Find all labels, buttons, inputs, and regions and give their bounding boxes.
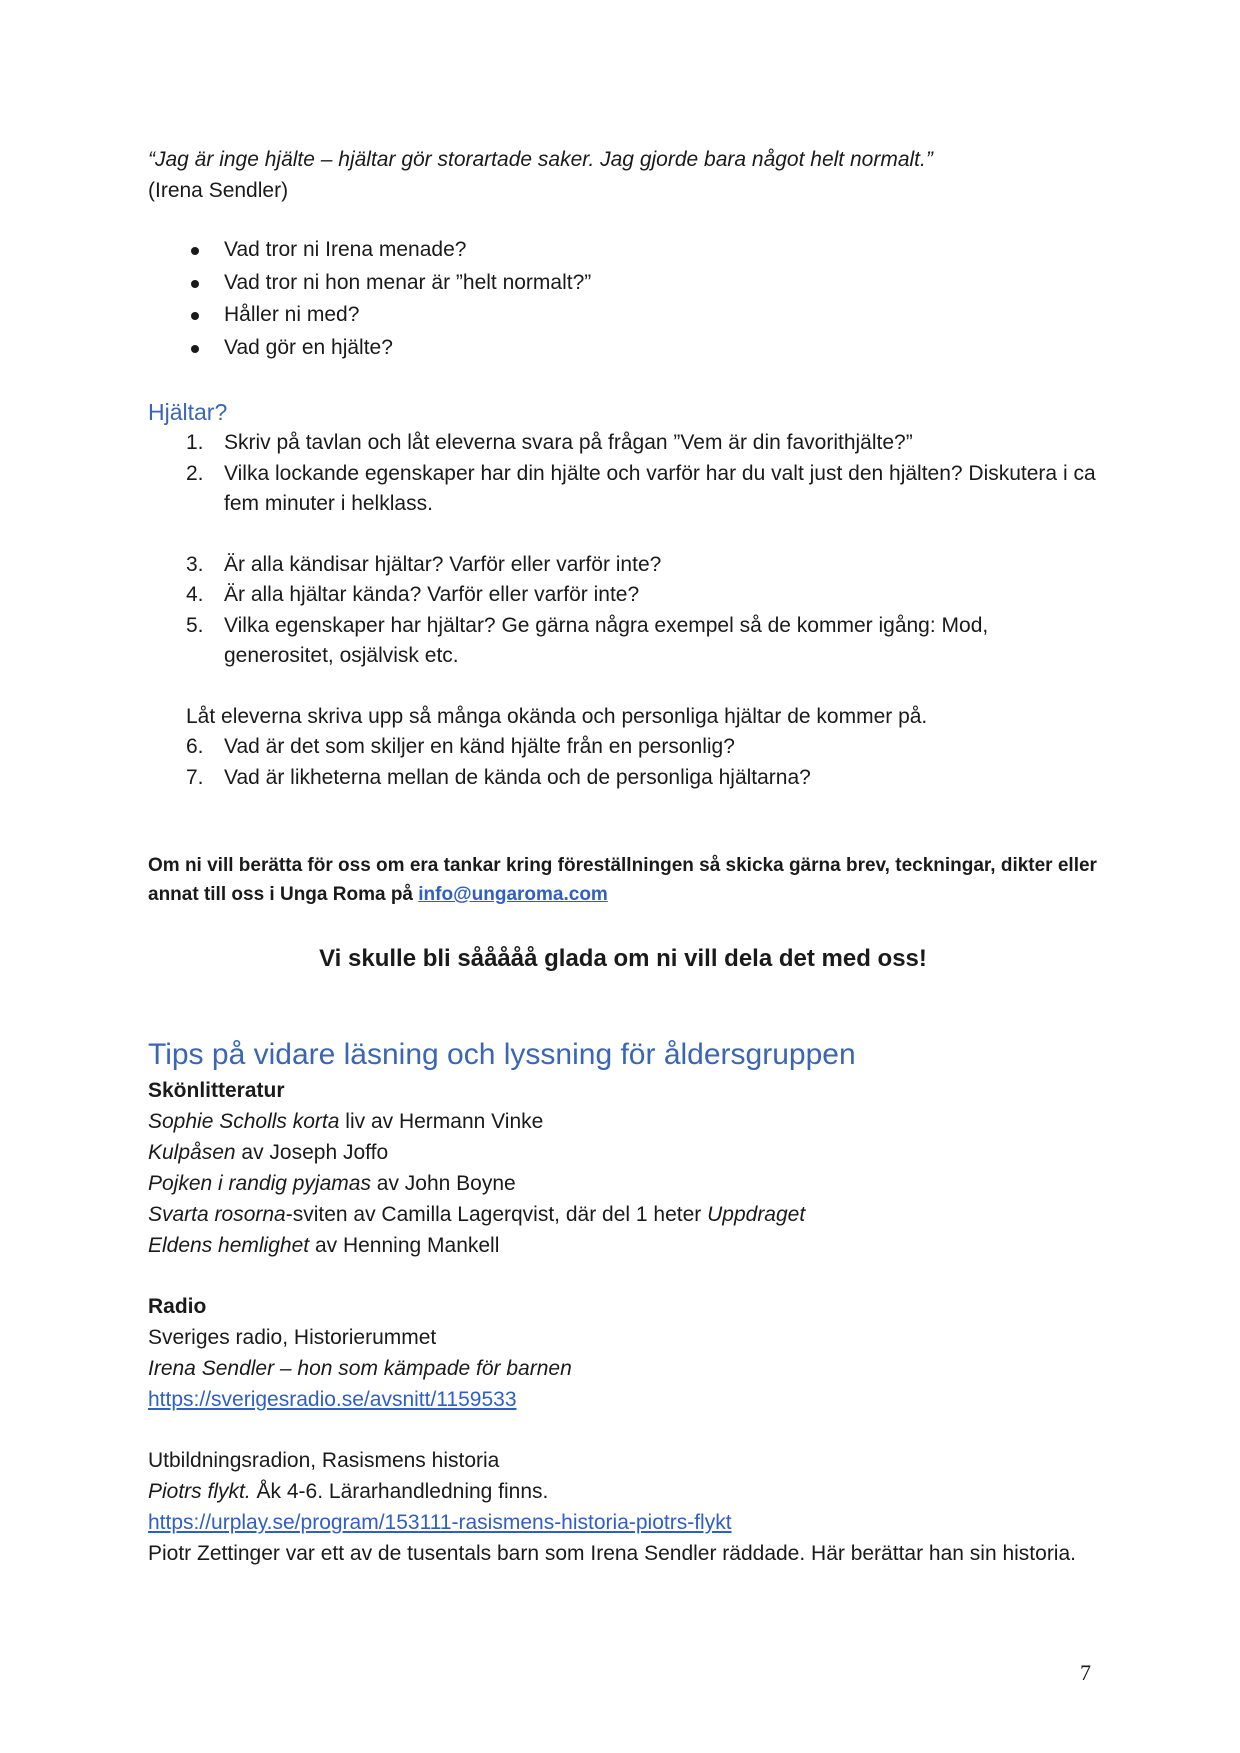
book-item — [148, 1168, 1098, 1199]
radio-title — [148, 1353, 1098, 1384]
book-title: Eldens hemlighet — [148, 1234, 310, 1257]
list-number: 1. — [186, 431, 204, 454]
list-item — [148, 428, 1098, 459]
fiction-label: Skönlitteratur — [148, 1079, 285, 1102]
list-number: 4. — [186, 583, 204, 606]
book-title: Pojken i randig pyjamas — [148, 1172, 371, 1195]
book-author: -sviten av Camilla Lagerqvist, där del 1 heter — [285, 1203, 708, 1226]
book-title-2: Uppdraget — [707, 1203, 806, 1226]
list-item — [148, 611, 1098, 672]
contact-note-text: Om ni vill berätta för oss om era tankar kring föreställningen så skicka gärna brev, teckningar, dikter eller annat till oss i Unga Roma på — [148, 855, 1097, 905]
radio-title-text: Piotrs flykt. — [148, 1480, 251, 1503]
numbered-list-2 — [148, 550, 1098, 672]
radio-link-row — [148, 1384, 1098, 1415]
list-item: Vad gör en hjälte? — [148, 332, 1098, 365]
page-number: 7 — [1080, 1660, 1091, 1685]
document-page — [148, 144, 1098, 1569]
list-item: Vad tror ni hon menar är ”helt normalt?” — [148, 267, 1098, 300]
list-item — [148, 732, 1098, 763]
list-number: 3. — [186, 552, 204, 576]
radio-title — [148, 1476, 1098, 1507]
section-heading-heroes: Hjältar? — [148, 399, 228, 425]
radio-title-rest: Åk 4-6. Lärarhandledning finns. — [250, 1480, 549, 1503]
list-item: Håller ni med? — [148, 299, 1098, 332]
book-item — [148, 1199, 1098, 1230]
list-number: 7. — [186, 765, 204, 789]
list-item — [148, 550, 1098, 581]
contact-note — [148, 851, 1098, 909]
book-title: Svarta rosorna — [148, 1203, 286, 1226]
book-item — [148, 1230, 1098, 1261]
tips-heading: Tips på vidare läsning och lyssning för åldersgruppen — [148, 1038, 856, 1071]
list-item — [148, 459, 1098, 520]
quote-text: “Jag är inge hjälte – hjältar gör storartade saker. Jag gjorde bara något helt normalt.” — [148, 148, 933, 171]
list-number: 2. — [186, 461, 204, 485]
numbered-list-1 — [148, 428, 1098, 520]
list-text: Vilka lockande egenskaper har din hjälte och varför har du valt just den hjälten? Diskutera i ca fem minuter i helklass. — [224, 461, 1096, 515]
list-number: 5. — [186, 613, 204, 637]
urplay-link[interactable]: https://urplay.se/program/153111-rasismens-historia-piotrs-flykt — [148, 1511, 732, 1534]
book-title: Kulpåsen — [148, 1141, 236, 1164]
list-text: Är alla kändisar hjältar? Varför eller varför inte? — [224, 552, 662, 576]
list-text: Vad är likheterna mellan de kända och de personliga hjältarna? — [224, 765, 811, 789]
book-title: Sophie Scholls korta — [148, 1110, 340, 1133]
list-text: Vad är det som skiljer en känd hjälte från en personlig? — [224, 735, 735, 758]
list-item — [148, 763, 1098, 794]
list-number: 6. — [186, 735, 204, 758]
radio-link-row — [148, 1507, 1098, 1538]
email-link[interactable]: info@ungaroma.com — [418, 884, 608, 905]
radio-source: Utbildningsradion, Rasismens historia — [148, 1449, 500, 1472]
list-item: Vad tror ni Irena menade? — [148, 234, 1098, 267]
list-text: Vilka egenskaper har hjältar? Ge gärna några exempel så de kommer igång: Mod, generositet, osjälvisk etc. — [224, 613, 989, 667]
book-author: av John Boyne — [370, 1172, 516, 1195]
radio-description: Piotr Zettinger var ett av de tusentals barn som Irena Sendler räddade. Här berättar han sin historia. — [148, 1542, 1076, 1565]
list-text: Är alla hjältar kända? Varför eller varför inte? — [224, 583, 640, 606]
book-author: av Joseph Joffo — [235, 1141, 389, 1164]
book-item — [148, 1106, 1098, 1137]
list-text: Skriv på tavlan och låt eleverna svara på frågan ”Vem är din favorithjälte?” — [224, 431, 913, 454]
radio-source: Sveriges radio, Historierummet — [148, 1326, 437, 1349]
book-author: av Henning Mankell — [309, 1234, 500, 1257]
list-intro: Låt eleverna skriva upp så många okända och personliga hjältar de kommer på. — [186, 704, 928, 728]
book-author: liv av Hermann Vinke — [339, 1110, 544, 1133]
radio-label: Radio — [148, 1295, 207, 1318]
quote-author: (Irena Sendler) — [148, 179, 289, 202]
book-item — [148, 1137, 1098, 1168]
numbered-list-3 — [148, 732, 1098, 793]
highlight-text: Vi skulle bli sååååå glada om ni vill dela det med oss! — [319, 945, 927, 972]
sverigesradio-link[interactable]: https://sverigesradio.se/avsnitt/1159533 — [148, 1388, 517, 1411]
question-list — [148, 234, 1098, 364]
list-item — [148, 580, 1098, 611]
radio-title-text: Irena Sendler – hon som kämpade för barnen — [148, 1357, 572, 1380]
